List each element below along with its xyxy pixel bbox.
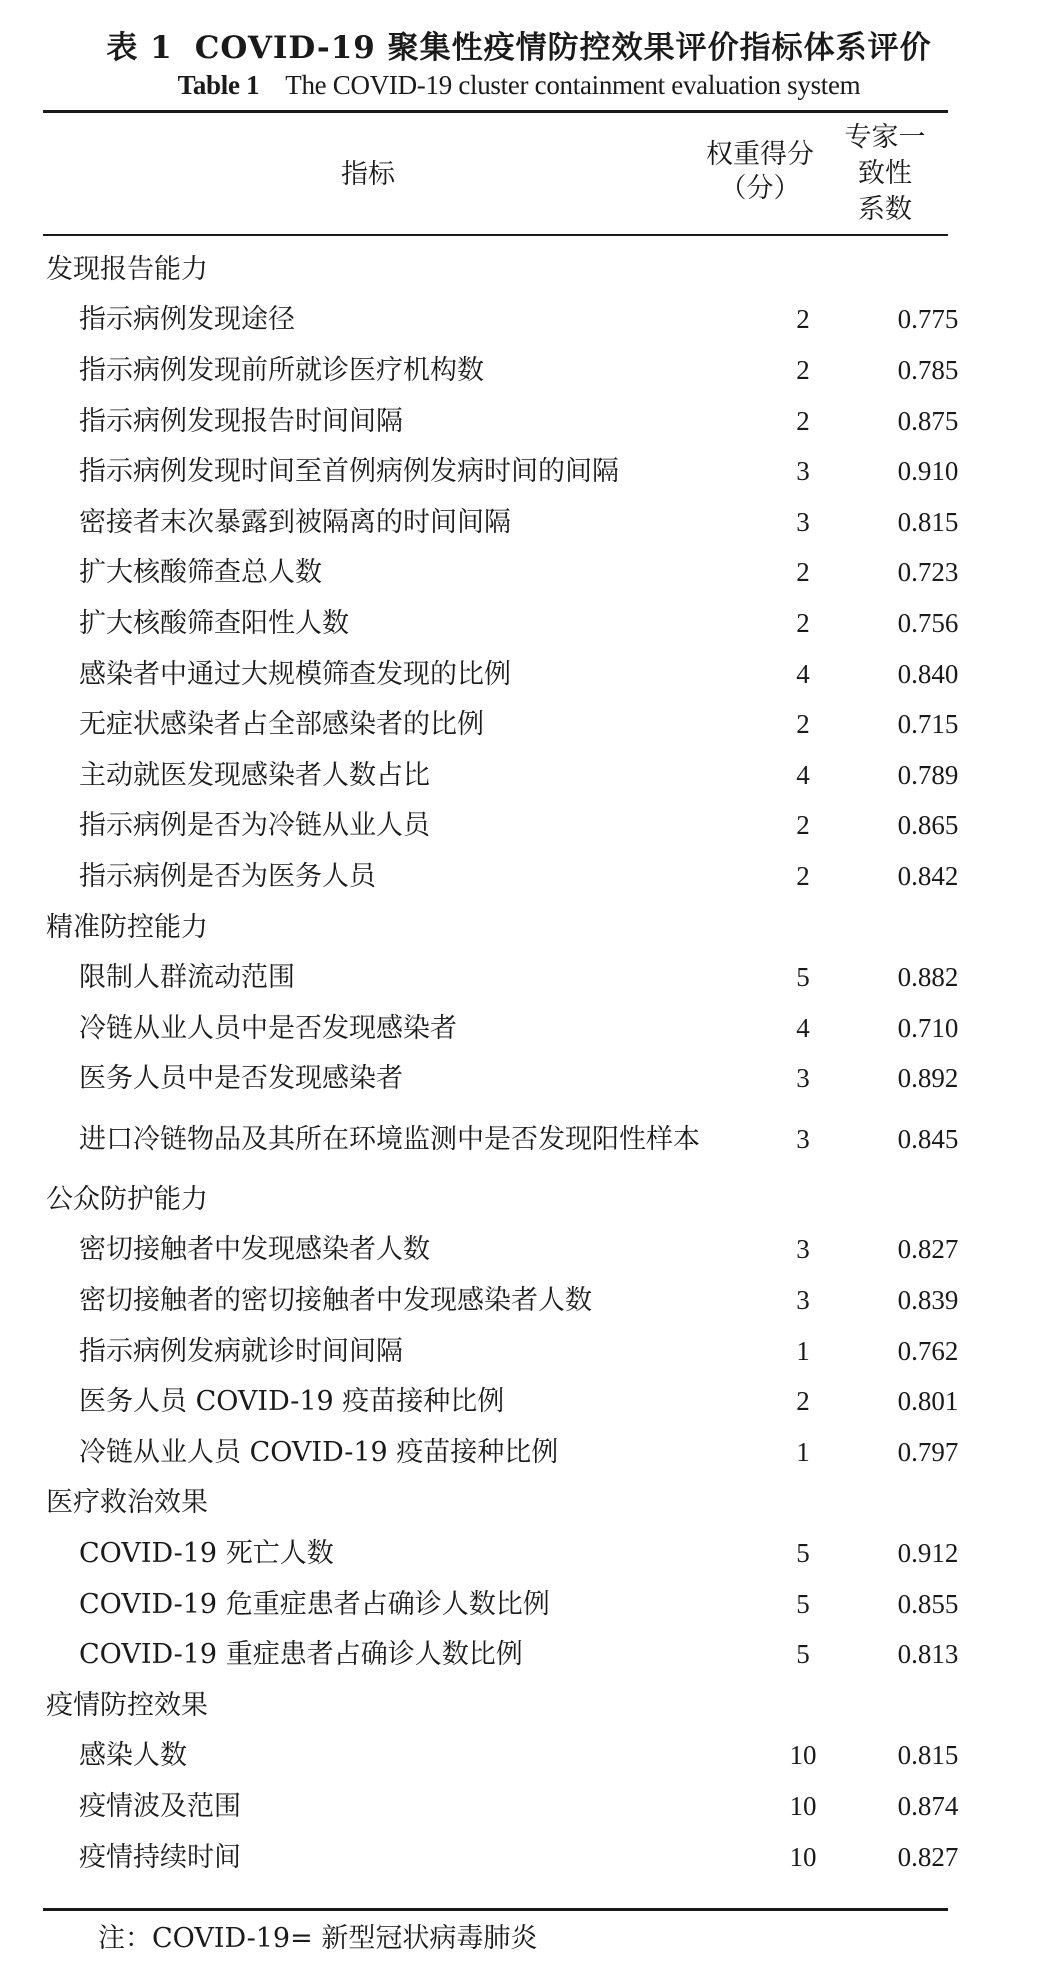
caption-cn-title: COVID-19 聚集性疫情防控效果评价指标体系评价 bbox=[194, 30, 932, 66]
category-row bbox=[43, 244, 948, 295]
caption-en-title: The COVID-19 cluster containment evaluation system bbox=[285, 70, 861, 100]
table-row bbox=[43, 750, 959, 801]
table-row bbox=[43, 851, 959, 902]
indicator-name: COVID-19 死亡人数 bbox=[79, 1538, 334, 1570]
table-bottom-rule bbox=[43, 1908, 948, 1911]
weight-score: 3 bbox=[796, 1123, 810, 1154]
weight-score: 3 bbox=[796, 1234, 810, 1265]
weight-score: 5 bbox=[796, 1538, 810, 1569]
indicator-name: 扩大核酸筛查阳性人数 bbox=[79, 607, 349, 639]
indicator-name: 指示病例是否为冷链从业人员 bbox=[79, 810, 430, 842]
header-coefficient bbox=[835, 120, 935, 228]
weight-score: 2 bbox=[796, 354, 810, 385]
weight-score: 4 bbox=[796, 658, 810, 689]
table-row bbox=[43, 1275, 959, 1326]
indicator-name: 密接者末次暴露到被隔离的时间间隔 bbox=[79, 506, 511, 538]
table-row bbox=[43, 1003, 959, 1054]
consistency-coefficient: 0.815 bbox=[897, 506, 959, 537]
table-caption-cn bbox=[0, 22, 1038, 67]
weight-score: 4 bbox=[796, 1012, 810, 1043]
weight-score: 2 bbox=[796, 1386, 810, 1417]
weight-score: 10 bbox=[789, 1740, 817, 1771]
weight-score: 2 bbox=[796, 405, 810, 436]
table-row bbox=[43, 1832, 959, 1883]
category-row bbox=[43, 1478, 948, 1529]
weight-score: 5 bbox=[796, 1588, 810, 1619]
table-row bbox=[43, 801, 959, 852]
header-weight-line2: （分） bbox=[719, 173, 801, 204]
consistency-coefficient: 0.827 bbox=[897, 1841, 959, 1872]
weight-score: 1 bbox=[796, 1436, 810, 1467]
category-name: 医疗救治效果 bbox=[46, 1487, 208, 1519]
weight-score: 1 bbox=[796, 1335, 810, 1366]
table-row bbox=[43, 598, 959, 649]
category-name: 发现报告能力 bbox=[46, 253, 208, 285]
indicator-name: 医务人员 COVID-19 疫苗接种比例 bbox=[79, 1386, 505, 1418]
consistency-coefficient: 0.855 bbox=[897, 1588, 959, 1619]
weight-score: 2 bbox=[796, 607, 810, 638]
consistency-coefficient: 0.865 bbox=[897, 810, 959, 841]
table-row bbox=[43, 345, 959, 396]
table-body bbox=[43, 244, 959, 1882]
consistency-coefficient: 0.827 bbox=[897, 1234, 959, 1265]
table-row bbox=[43, 446, 959, 497]
indicator-name: 指示病例发病就诊时间间隔 bbox=[79, 1335, 403, 1367]
table-row bbox=[43, 396, 959, 447]
weight-score: 2 bbox=[796, 709, 810, 740]
indicator-name: 冷链从业人员中是否发现感染者 bbox=[79, 1012, 457, 1044]
table-row bbox=[43, 1629, 959, 1680]
indicator-name: 进口冷链物品及其所在环境监测中是否发现阳性样本 bbox=[79, 1123, 700, 1155]
indicator-name: 密切接触者的密切接触者中发现感染者人数 bbox=[79, 1285, 592, 1317]
consistency-coefficient: 0.785 bbox=[897, 354, 959, 385]
consistency-coefficient: 0.875 bbox=[897, 405, 959, 436]
indicator-name: 限制人群流动范围 bbox=[79, 962, 295, 994]
table-row bbox=[43, 952, 959, 1003]
consistency-coefficient: 0.839 bbox=[897, 1285, 959, 1316]
table-row bbox=[43, 497, 959, 548]
consistency-coefficient: 0.840 bbox=[897, 658, 959, 689]
consistency-coefficient: 0.789 bbox=[897, 759, 959, 790]
consistency-coefficient: 0.723 bbox=[897, 557, 959, 588]
table-row bbox=[43, 699, 959, 750]
header-indicator: 指标 bbox=[341, 159, 395, 190]
consistency-coefficient: 0.912 bbox=[897, 1538, 959, 1569]
consistency-coefficient: 0.710 bbox=[897, 1012, 959, 1043]
weight-score: 2 bbox=[796, 304, 810, 335]
table-row bbox=[43, 1326, 959, 1377]
indicator-name: 指示病例发现报告时间间隔 bbox=[79, 405, 403, 437]
indicator-name: 指示病例发现途径 bbox=[79, 304, 295, 336]
indicator-name: COVID-19 重症患者占确诊人数比例 bbox=[79, 1639, 523, 1671]
indicator-name: 指示病例是否为医务人员 bbox=[79, 860, 376, 892]
table-row bbox=[43, 1376, 959, 1427]
weight-score: 3 bbox=[796, 456, 810, 487]
indicator-name: 指示病例发现前所就诊医疗机构数 bbox=[79, 354, 484, 386]
weight-score: 3 bbox=[796, 506, 810, 537]
table-row bbox=[43, 649, 959, 700]
table-note: 注：COVID-19= 新型冠状病毒肺炎 bbox=[98, 1923, 538, 1954]
table-row bbox=[43, 1731, 959, 1782]
weight-score: 2 bbox=[796, 557, 810, 588]
consistency-coefficient: 0.892 bbox=[897, 1063, 959, 1094]
consistency-coefficient: 0.813 bbox=[897, 1639, 959, 1670]
indicator-name: 疫情持续时间 bbox=[79, 1841, 241, 1873]
weight-score: 2 bbox=[796, 860, 810, 891]
header-coef-line2: 致性 bbox=[858, 158, 912, 189]
caption-cn-label: 表 1 bbox=[106, 30, 173, 66]
table-top-rule bbox=[43, 110, 948, 113]
table-row bbox=[43, 1054, 959, 1105]
header-coef-line1: 专家一 bbox=[844, 122, 926, 153]
table-header-rule bbox=[43, 234, 948, 236]
category-row bbox=[43, 1680, 948, 1731]
indicator-name: 疫情波及范围 bbox=[79, 1791, 241, 1823]
indicator-name: 密切接触者中发现感染者人数 bbox=[79, 1234, 430, 1266]
table-row bbox=[43, 1104, 959, 1174]
header-coef-line3: 系数 bbox=[858, 194, 912, 225]
table-row bbox=[43, 1225, 959, 1276]
weight-score: 3 bbox=[796, 1063, 810, 1094]
indicator-name: 扩大核酸筛查总人数 bbox=[79, 557, 322, 589]
weight-score: 5 bbox=[796, 962, 810, 993]
weight-score: 3 bbox=[796, 1285, 810, 1316]
consistency-coefficient: 0.715 bbox=[897, 709, 959, 740]
table-row bbox=[43, 1427, 959, 1478]
category-row bbox=[43, 1174, 948, 1225]
caption-en-label: Table 1 bbox=[177, 70, 260, 100]
indicator-name: 冷链从业人员 COVID-19 疫苗接种比例 bbox=[79, 1436, 559, 1468]
indicator-name: 感染人数 bbox=[79, 1740, 187, 1772]
weight-score: 10 bbox=[789, 1841, 817, 1872]
consistency-coefficient: 0.762 bbox=[897, 1335, 959, 1366]
table-row bbox=[43, 295, 959, 346]
category-name: 精准防控能力 bbox=[46, 911, 208, 943]
consistency-coefficient: 0.756 bbox=[897, 607, 959, 638]
weight-score: 10 bbox=[789, 1791, 817, 1822]
consistency-coefficient: 0.874 bbox=[897, 1791, 959, 1822]
table-row bbox=[43, 548, 959, 599]
indicator-name: 感染者中通过大规模筛查发现的比例 bbox=[79, 658, 511, 690]
indicator-name: COVID-19 危重症患者占确诊人数比例 bbox=[79, 1588, 550, 1620]
consistency-coefficient: 0.845 bbox=[897, 1123, 959, 1154]
header-weight-line1: 权重得分 bbox=[706, 139, 814, 170]
consistency-coefficient: 0.882 bbox=[897, 962, 959, 993]
indicator-name: 主动就医发现感染者人数占比 bbox=[79, 759, 430, 791]
table-row bbox=[43, 1781, 959, 1832]
weight-score: 2 bbox=[796, 810, 810, 841]
category-name: 疫情防控效果 bbox=[46, 1689, 208, 1721]
weight-score: 4 bbox=[796, 759, 810, 790]
category-row bbox=[43, 902, 948, 953]
table-row bbox=[43, 1579, 959, 1630]
consistency-coefficient: 0.910 bbox=[897, 456, 959, 487]
consistency-coefficient: 0.775 bbox=[897, 304, 959, 335]
consistency-coefficient: 0.797 bbox=[897, 1436, 959, 1467]
weight-score: 5 bbox=[796, 1639, 810, 1670]
indicator-name: 医务人员中是否发现感染者 bbox=[79, 1063, 403, 1095]
consistency-coefficient: 0.801 bbox=[897, 1386, 959, 1417]
indicator-name: 指示病例发现时间至首例病例发病时间的间隔 bbox=[79, 456, 619, 488]
indicator-name: 无症状感染者占全部感染者的比例 bbox=[79, 709, 484, 741]
consistency-coefficient: 0.842 bbox=[897, 860, 959, 891]
header-weight bbox=[690, 138, 830, 206]
table-caption-en bbox=[0, 70, 1038, 101]
consistency-coefficient: 0.815 bbox=[897, 1740, 959, 1771]
category-name: 公众防护能力 bbox=[46, 1183, 208, 1215]
table-row bbox=[43, 1528, 959, 1579]
